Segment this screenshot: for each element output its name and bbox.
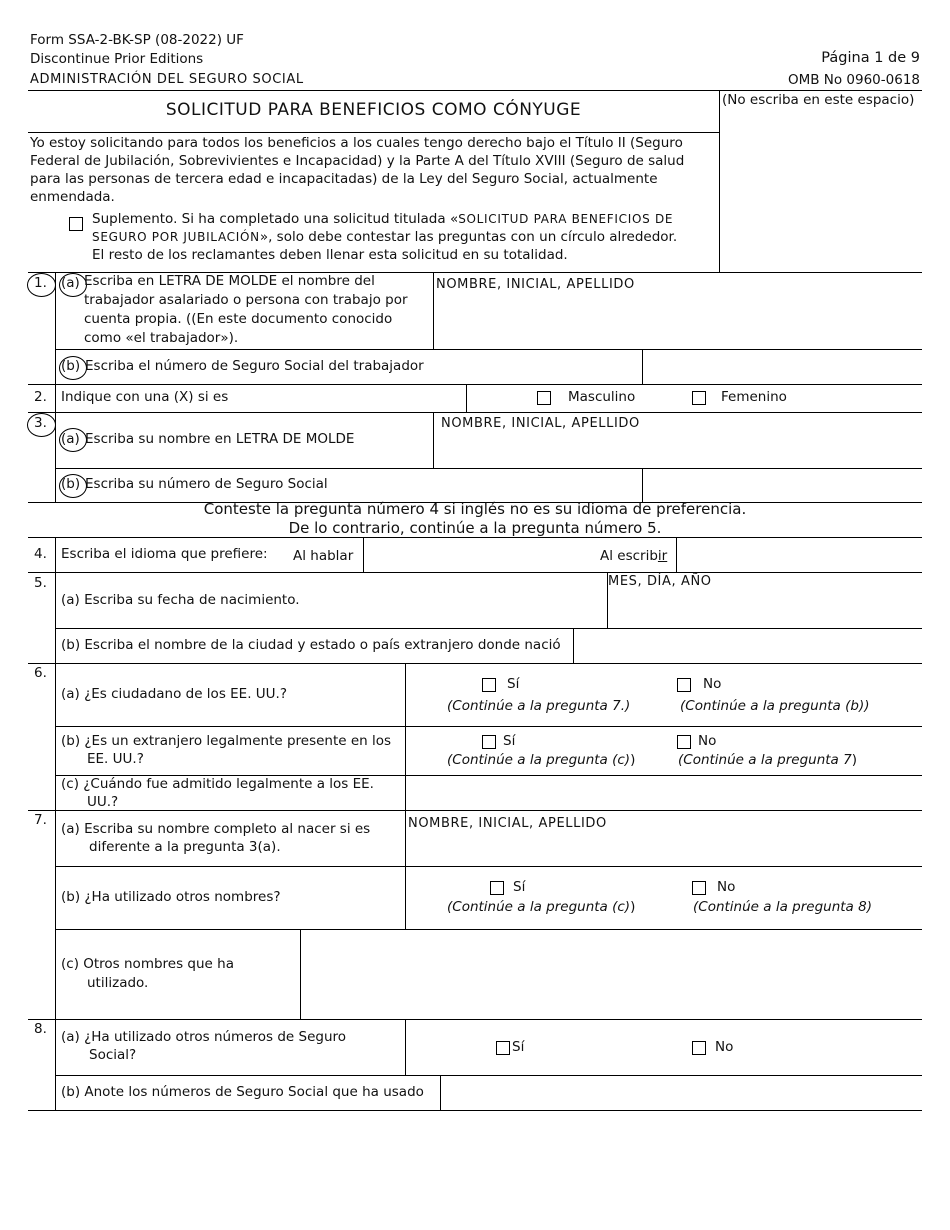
q8a-yes-checkbox[interactable]: [496, 1041, 510, 1055]
speak-language-field[interactable]: [364, 538, 594, 571]
q6b-no-label: No: [698, 733, 717, 749]
worker-name-field[interactable]: [434, 294, 921, 348]
page-number: Página 1 de 9: [821, 50, 920, 66]
intro-text: Yo estoy solicitando para todos los beneficios a los cuales tengo derecho bajo el Título II (Seguro Federal de Jubilación, Sobrevivientes e Incapacidad) y la Parte A del Título XVIII (Seguro de salud para las personas de tercera edad e incapacitadas) de la Ley del Seguro Social, actualmente enmendada.: [30, 135, 685, 205]
q3a-text: Escriba su nombre en LETRA DE MOLDE: [85, 431, 355, 447]
q7a-text-1: (a) Escriba su nombre completo al nacer si es: [61, 821, 371, 837]
q7b-no-note: (Continúe a la pregunta 8): [693, 899, 872, 915]
q8a-no-label: No: [715, 1039, 734, 1055]
q6b-yes-note: (Continúe a la pregunta (c)): [447, 752, 636, 768]
other-names-field[interactable]: [301, 930, 921, 1018]
q7a-text-2: diferente a la pregunta 3(a).: [89, 839, 281, 855]
write-language-label: Al escribir: [600, 548, 668, 564]
q7-number: 7.: [34, 812, 47, 828]
q8a-yes-label: Sí: [512, 1039, 525, 1055]
q8a-text-2: Social?: [89, 1047, 137, 1063]
q1a-field-label: NOMBRE, INICIAL, APELLIDO: [436, 277, 635, 292]
q7b-yes-label: Sí: [513, 879, 526, 895]
write-language-field[interactable]: [677, 538, 921, 571]
male-label: Masculino: [568, 389, 636, 405]
q4-number: 4.: [34, 546, 47, 562]
q6a-yes-label: Sí: [507, 676, 520, 692]
q6b-text-1: (b) ¿Es un extranjero legalmente presente en los: [61, 733, 392, 749]
q6a-yes-note: (Continúe a la pregunta 7.): [447, 698, 631, 714]
q7b-yes-note: (Continúe a la pregunta (c)): [447, 899, 636, 915]
q4-text: Escriba el idioma que prefiere:: [61, 546, 268, 562]
supplement-line-2: SEGURO POR JUBILACIÓN», solo debe contestar las preguntas con un círculo alrededor.: [92, 229, 678, 245]
q3b-text: Escriba su número de Seguro Social: [85, 476, 328, 492]
agency-name: ADMINISTRACIÓN DEL SEGURO SOCIAL: [30, 72, 304, 87]
q1b-label: (b): [61, 358, 81, 374]
supplement-checkbox[interactable]: [69, 217, 83, 231]
q4-instruction-line-2: De lo contrario, continúe a la pregunta número 5.: [288, 519, 662, 537]
form-title: SOLICITUD PARA BENEFICIOS COMO CÓNYUGE: [165, 100, 582, 120]
applicant-name-field[interactable]: [434, 433, 921, 467]
q5a-text: (a) Escriba su fecha de nacimiento.: [61, 592, 300, 608]
q8a-no-checkbox[interactable]: [692, 1041, 706, 1055]
q4-instruction-line-1: Conteste la pregunta número 4 si inglés no es su idioma de preferencia.: [203, 500, 747, 518]
q6a-no-label: No: [703, 676, 722, 692]
applicant-ssn-field[interactable]: [643, 469, 921, 501]
q1-number: 1.: [34, 275, 47, 291]
q5-number: 5.: [34, 575, 47, 591]
admission-date-field[interactable]: [406, 776, 921, 809]
q6-number: 6.: [34, 665, 47, 681]
q7b-no-label: No: [717, 879, 736, 895]
q7c-text-1: (c) Otros nombres que ha: [61, 956, 234, 972]
q7a-field-label: NOMBRE, INICIAL, APELLIDO: [408, 816, 607, 831]
discontinue-note: Discontinue Prior Editions: [30, 51, 204, 67]
q6c-text-2: UU.?: [87, 794, 119, 810]
q7c-text-2: utilizado.: [87, 975, 149, 991]
q6b-no-checkbox[interactable]: [677, 735, 691, 749]
supplement-line-3: El resto de los reclamantes deben llenar esta solicitud en su totalidad.: [92, 247, 568, 263]
q8a-text-1: (a) ¿Ha utilizado otros números de Seguro: [61, 1029, 347, 1045]
q5b-text: (b) Escriba el nombre de la ciudad y estado o país extranjero donde nació: [61, 637, 561, 653]
supplement-line-1: Suplemento. Si ha completado una solicitud titulada «SOLICITUD PARA BENEFICIOS DE: [92, 211, 674, 227]
q6b-text-2: EE. UU.?: [87, 751, 144, 767]
q3a-field-label: NOMBRE, INICIAL, APELLIDO: [441, 416, 640, 431]
birth-name-field[interactable]: [406, 833, 921, 865]
q6a-no-checkbox[interactable]: [677, 678, 691, 692]
q8-number: 8.: [34, 1021, 47, 1037]
q6a-no-note: (Continúe a la pregunta (b)): [680, 698, 870, 714]
q7b-text: (b) ¿Ha utilizado otros nombres?: [61, 889, 281, 905]
q3-number: 3.: [34, 415, 47, 431]
omb-number: OMB No 0960-0618: [787, 72, 920, 88]
q7b-yes-checkbox[interactable]: [490, 881, 504, 895]
q1b-text: Escriba el número de Seguro Social del trabajador: [85, 358, 424, 374]
birth-date-field[interactable]: [608, 591, 921, 627]
q7b-no-checkbox[interactable]: [692, 881, 706, 895]
speak-language-label: Al hablar: [293, 548, 354, 564]
q6c-text-1: (c) ¿Cuándo fue admitido legalmente a los EE.: [61, 776, 374, 792]
female-checkbox[interactable]: [692, 391, 706, 405]
birth-place-field[interactable]: [574, 629, 921, 662]
q2-text: Indique con una (X) si es: [61, 389, 229, 405]
q1a-label: (a): [61, 275, 80, 291]
office-use-label: (No escriba en este espacio): [722, 92, 915, 108]
q6b-no-note: (Continúe a la pregunta 7): [678, 752, 857, 768]
q1a-text: Escriba en LETRA DE MOLDE el nombre del trabajador asalariado o persona con trabajo por cuenta propia. ((En este documento conocido como «el trabajador»).: [84, 273, 408, 346]
female-label: Femenino: [721, 389, 787, 405]
q6a-yes-checkbox[interactable]: [482, 678, 496, 692]
q3b-label: (b): [61, 476, 81, 492]
worker-ssn-field[interactable]: [643, 350, 921, 383]
q2-number: 2.: [34, 389, 47, 405]
form-id: Form SSA-2-BK-SP (08-2022) UF: [30, 32, 244, 48]
male-checkbox[interactable]: [537, 391, 551, 405]
q5a-field-label: MES, DÍA, AÑO: [608, 574, 712, 589]
q6b-yes-label: Sí: [503, 733, 516, 749]
other-ssn-field[interactable]: [441, 1076, 921, 1109]
q6a-text: (a) ¿Es ciudadano de los EE. UU.?: [61, 686, 287, 702]
q3a-label: (a): [61, 431, 80, 447]
q8b-text: (b) Anote los números de Seguro Social que ha usado: [61, 1084, 424, 1100]
q6b-yes-checkbox[interactable]: [482, 735, 496, 749]
